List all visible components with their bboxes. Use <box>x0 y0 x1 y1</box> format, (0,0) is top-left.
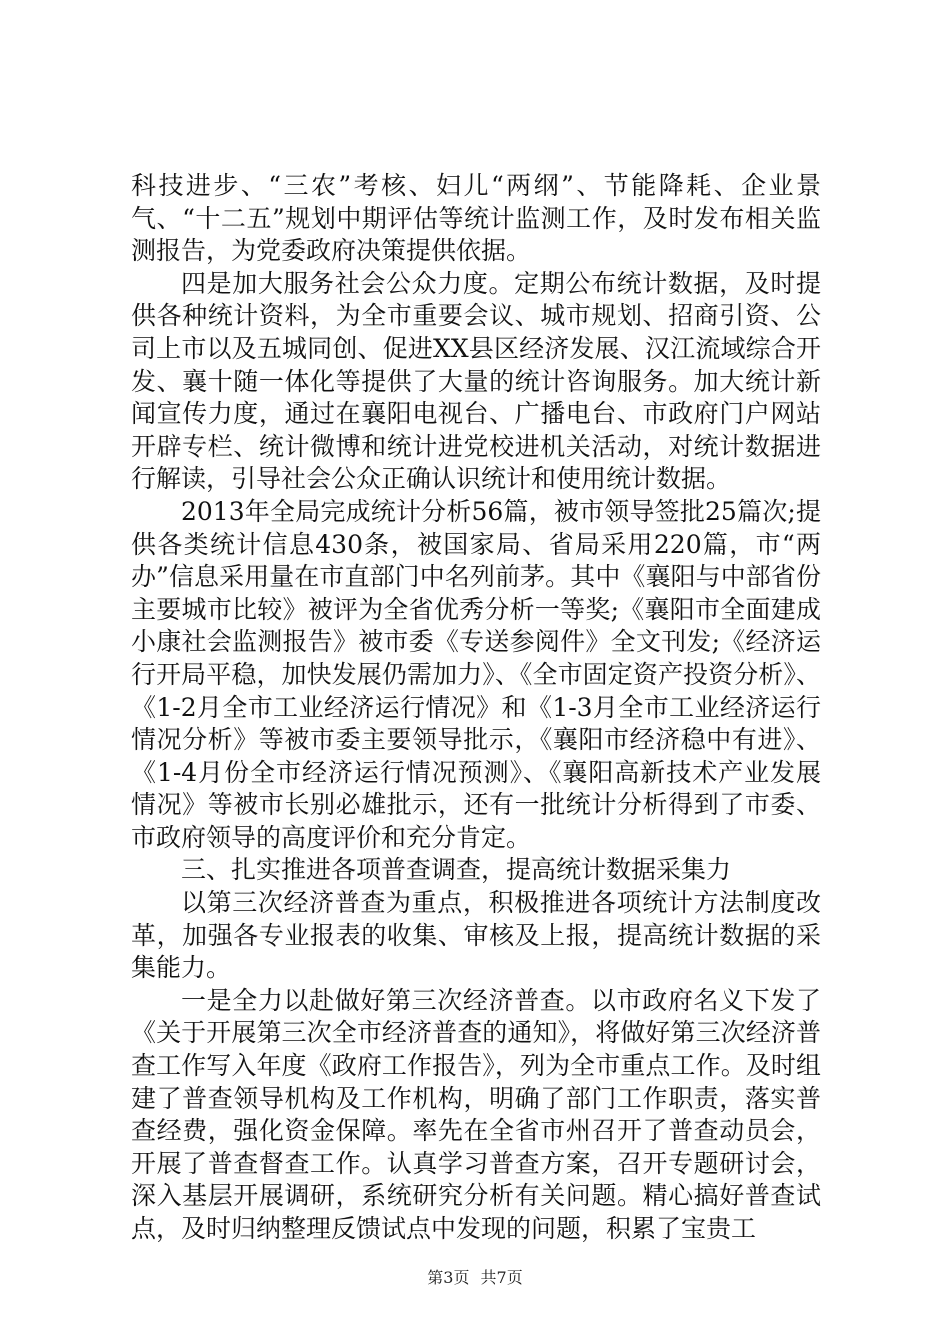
page-number: 第3页 <box>427 1268 470 1287</box>
paragraph-5: 一是全力以赴做好第三次经济普查。以市政府名义下发了《关于开展第三次全市经济普查的通知》，将做好第三次经济普查工作写入年度《政府工作报告》，列为全市重点工作。及时组建了普查领导机构及工作机构，明确了部门工作职责，落实普查经费，强化资金保障。率先在全省市州召开了普查动员会，开展了普查督查工作。认真学习普查方案，召开专题研讨会，深入基层开展调研，系统研究分析有关问题。精心搞好普查试点，及时归纳整理反馈试点中发现的问题，积累了宝贵工 <box>131 985 821 1243</box>
page-total: 共7页 <box>480 1268 523 1287</box>
section-heading: 三、扎实推进各项普查调查，提高统计数据采集力 <box>181 855 732 885</box>
page-footer <box>0 1265 950 1288</box>
paragraph-4: 以第三次经济普查为重点，积极推进各项统计方法制度改革，加强各专业报表的收集、审核及上报，提高统计数据的采集能力。 <box>131 888 821 983</box>
paragraph-1: 科技进步、“三农”考核、妇儿“两纲”、节能降耗、企业景气、“十二五”规划中期评估等统计监测工作，及时发布相关监测报告，为党委政府决策提供依据。 <box>131 171 821 266</box>
document-body <box>131 170 821 1246</box>
paragraph-2: 四是加大服务社会公众力度。定期公布统计数据，及时提供各种统计资料，为全市重要会议、城市规划、招商引资、公司上市以及五城同创、促进XX县区经济发展、汉江流域综合开发、襄十随一体化等提供了大量的统计咨询服务。加大统计新闻宣传力度，通过在襄阳电视台、广播电台、市政府门户网站开辟专栏、统计微博和统计进党校进机关活动，对统计数据进行解读，引导社会公众正确认识统计和使用统计数据。 <box>131 268 821 494</box>
paragraph-3: 2013年全局完成统计分析56篇，被市领导签批25篇次;提供各类统计信息430条，被国家局、省局采用220篇，市“两办”信息采用量在市直部门中名列前茅。其中《襄阳与中部省份主要城市比较》被评为全省优秀分析一等奖;《襄阳市全面建成小康社会监测报告》被市委《专送参阅件》全文刊发;《经济运行开局平稳，加快发展仍需加力》、《全市固定资产投资分析》、《1-2月全市工业经济运行情况》和《1-3月全市工业经济运行情况分析》等被市委主要领导批示，《襄阳市经济稳中有进》、《1-4月份全市经济运行情况预测》、《襄阳高新技术产业发展情况》等被市长别必雄批示，还有一批统计分析得到了市委、市政府领导的高度评价和充分肯定。 <box>131 496 821 852</box>
